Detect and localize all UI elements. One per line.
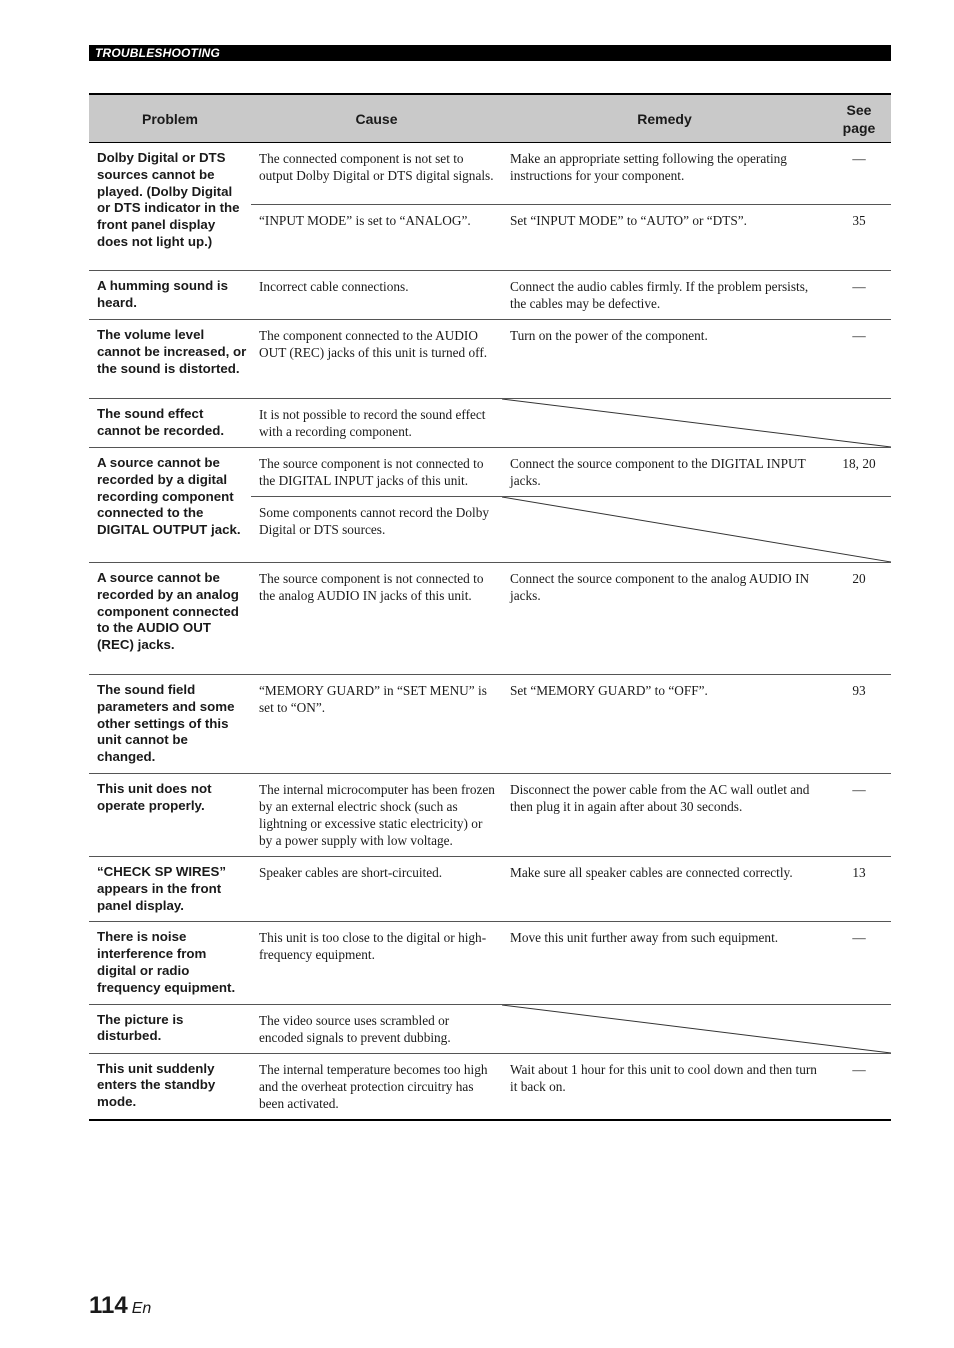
table-row — [89, 320, 891, 399]
problem-cell: There is noise interference from digital or radio frequency equipment. — [89, 922, 251, 1004]
troubleshooting-table — [89, 93, 891, 1121]
cause-cell: The internal temperature becomes too high and the overheat protection circuitry has been activated. — [259, 1061, 488, 1111]
header-cause: Cause — [251, 94, 502, 143]
remedy-cell: Wait about 1 hour for this unit to cool down and then turn it back on. — [510, 1061, 817, 1094]
page-footer — [89, 1292, 151, 1320]
table-row — [89, 399, 891, 448]
diagonal-strike-line — [502, 399, 891, 447]
header-see-page: See page — [827, 94, 891, 143]
page-cell: — — [852, 1061, 866, 1077]
table-row — [89, 563, 891, 675]
cause-cell: The source component is not connected to the DIGITAL INPUT jacks of this unit. — [251, 448, 502, 497]
remedy-cell: Set “INPUT MODE” to “AUTO” or “DTS”. — [502, 205, 827, 271]
not-applicable-cell — [502, 497, 891, 563]
cause-cell: The source component is not connected to the analog AUDIO IN jacks of this unit. — [251, 563, 502, 675]
page-cell: 20 — [827, 563, 891, 675]
cause-cell: The internal microcomputer has been frozen by an external electric shock (such as lightning or excessive static electricity) or by a power supply with low voltage. — [251, 773, 502, 856]
remedy-cell: Connect the source component to the analog AUDIO IN jacks. — [502, 563, 827, 675]
cause-cell: “MEMORY GUARD” in “SET MENU” is set to “ON”. — [251, 675, 502, 774]
cause-cell: The component connected to the AUDIO OUT (REC) jacks of this unit is turned off. — [251, 320, 502, 399]
remedy-cell: Set “MEMORY GUARD” to “OFF”. — [502, 675, 827, 774]
cause-cell: Incorrect cable connections. — [251, 271, 502, 320]
remedy-cell: Connect the audio cables firmly. If the problem persists, the cables may be defective. — [502, 271, 827, 320]
header-remedy: Remedy — [502, 94, 827, 143]
cause-cell: This unit is too close to the digital or high-frequency equipment. — [251, 922, 502, 1004]
not-applicable-cell — [502, 1004, 891, 1053]
problem-cell: This unit does not operate properly. — [89, 773, 251, 856]
page-cell: 93 — [827, 675, 891, 774]
page-cell: 18, 20 — [827, 448, 891, 497]
problem-cell: “CHECK SP WIRES” appears in the front panel display. — [89, 856, 251, 921]
page-number: 114 — [89, 1292, 128, 1319]
header-problem: Problem — [89, 94, 251, 143]
table-row — [89, 143, 891, 205]
cause-cell: Speaker cables are short-circuited. — [251, 856, 502, 921]
table-row — [89, 448, 891, 497]
problem-cell: The picture is disturbed. — [89, 1004, 251, 1053]
remedy-cell: Make an appropriate setting following the operating instructions for your component. — [502, 143, 827, 205]
page-cell: — — [827, 773, 891, 856]
problem-cell: A humming sound is heard. — [89, 271, 251, 320]
remedy-cell: Move this unit further away from such equipment. — [502, 922, 827, 1004]
problem-cell: Dolby Digital or DTS sources cannot be played. (Dolby Digital or DTS indicator in the front panel display does not light up.) — [89, 143, 251, 271]
table-row — [89, 856, 891, 921]
page-cell: — — [827, 143, 891, 205]
problem-cell: This unit suddenly enters the standby mode. — [97, 1060, 216, 1110]
remedy-cell: Make sure all speaker cables are connected correctly. — [502, 856, 827, 921]
problem-cell: The volume level cannot be increased, or the sound is distorted. — [89, 320, 251, 399]
problem-cell: The sound effect cannot be recorded. — [89, 399, 251, 448]
page-cell: 35 — [827, 205, 891, 271]
cause-cell: “INPUT MODE” is set to “ANALOG”. — [251, 205, 502, 271]
table-row — [89, 271, 891, 320]
diagonal-strike-line — [502, 1005, 891, 1053]
problem-cell: The sound field parameters and some other settings of this unit cannot be changed. — [89, 675, 251, 774]
problem-cell: A source cannot be recorded by an analog component connected to the AUDIO OUT (REC) jacks. — [89, 563, 251, 675]
remedy-cell: Connect the source component to the DIGITAL INPUT jacks. — [502, 448, 827, 497]
page-cell: — — [827, 320, 891, 399]
language-code: En — [131, 1300, 152, 1317]
table-row — [89, 922, 891, 1004]
section-title: TROUBLESHOOTING — [95, 46, 220, 60]
not-applicable-cell — [502, 399, 891, 448]
table-row — [89, 1053, 891, 1120]
section-header-bar — [89, 45, 891, 61]
table-row — [89, 675, 891, 774]
page-cell: — — [827, 271, 891, 320]
cause-cell: The connected component is not set to output Dolby Digital or DTS digital signals. — [251, 143, 502, 205]
table-row — [89, 1004, 891, 1053]
page-cell: 13 — [827, 856, 891, 921]
remedy-cell: Disconnect the power cable from the AC wall outlet and then plug it in again after about 30 seconds. — [502, 773, 827, 856]
remedy-cell: Turn on the power of the component. — [502, 320, 827, 399]
cause-cell: Some components cannot record the Dolby Digital or DTS sources. — [251, 497, 502, 563]
table-row — [89, 773, 891, 856]
cause-cell: It is not possible to record the sound effect with a recording component. — [251, 399, 502, 448]
page-cell: — — [827, 922, 891, 1004]
problem-cell: A source cannot be recorded by a digital recording component connected to the DIGITAL OUTPUT jack. — [89, 448, 251, 563]
table-header-row — [89, 94, 891, 143]
cause-cell: The video source uses scrambled or encoded signals to prevent dubbing. — [251, 1004, 502, 1053]
diagonal-strike-line — [502, 497, 891, 562]
